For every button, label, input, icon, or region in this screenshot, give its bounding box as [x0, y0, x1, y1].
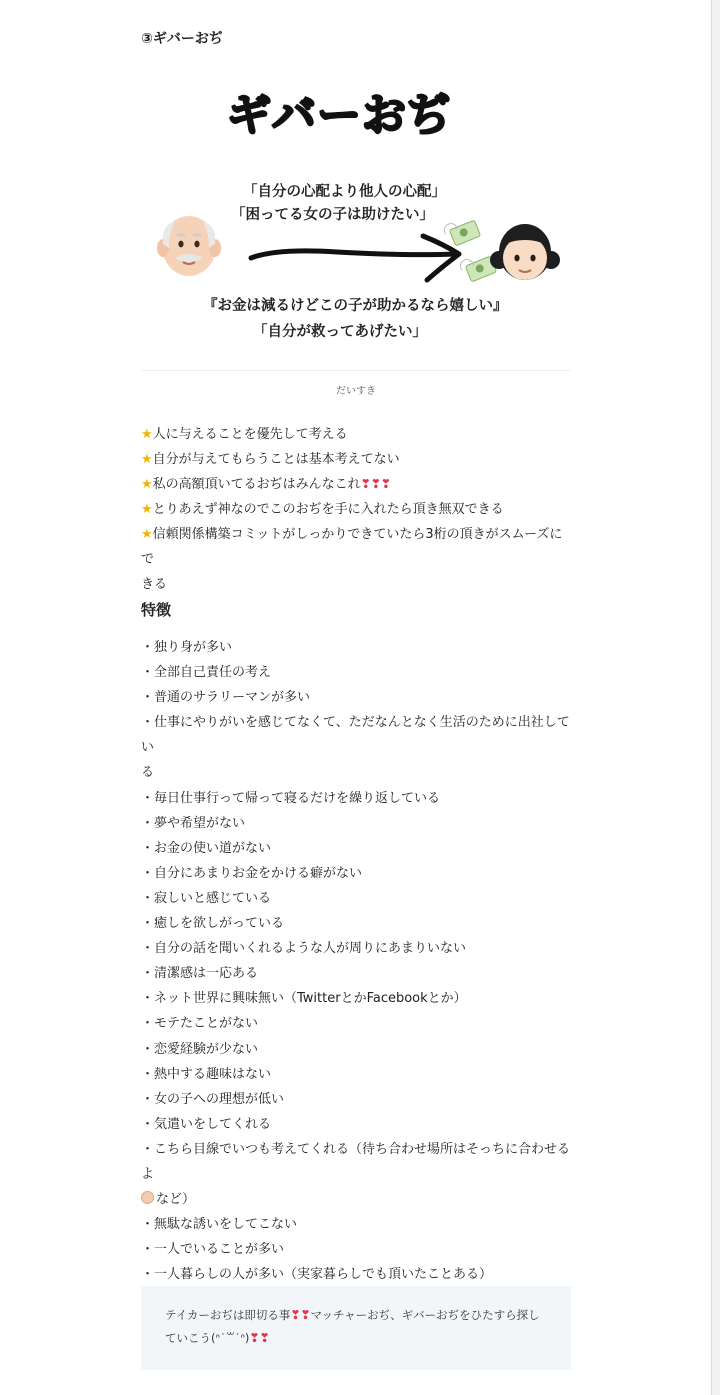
list-item: ★とりあえず神なのでこのおぢを手に入れたら頂き無双できる	[141, 502, 504, 517]
list-item: ・寂しいと感じている	[141, 890, 272, 906]
list-item-continuation: る	[141, 765, 155, 781]
heart-exclamation-icon: ❣❣	[249, 1331, 270, 1345]
list-item: ・一人でいることが多い	[141, 1242, 285, 1258]
note-line-1: テイカーおぢは即切る事❣❣マッチャーおぢ、ギバーおぢをひたすら探し	[165, 1308, 540, 1322]
star-icon: ★	[141, 527, 153, 542]
list-item-continuation: など）	[141, 1187, 571, 1212]
star-icon: ★	[141, 452, 153, 467]
section-title: ③ギバーおぢ	[141, 31, 223, 47]
list-item: ・普通のサラリーマンが多い	[141, 690, 311, 706]
old-man-emoji-icon	[155, 208, 223, 280]
giver-oji-illustration	[141, 70, 571, 360]
girl-emoji-icon	[489, 216, 561, 286]
heart-exclamation-icon: ❣❣❣	[360, 477, 391, 491]
list-item: ・ネット世界に興味無い（TwitterとかFacebookとか）	[141, 991, 467, 1007]
list-item: ・清潔感は一応ある	[141, 966, 259, 982]
features-list	[141, 635, 571, 1313]
features-heading: 特徴	[141, 601, 172, 619]
list-item: ・女の子への理想が低い	[141, 1091, 285, 1107]
figure-quote-bottom-2: 「自分が救ってあげたい」	[253, 324, 427, 340]
arrow-right-icon	[247, 230, 467, 286]
figure-quote-bottom-1: 『お金は減るけどこの子が助かるなら嬉しい』	[203, 298, 508, 314]
star-icon: ★	[141, 477, 153, 492]
list-item: ・恋愛経験が少ない	[141, 1041, 259, 1057]
star-icon: ★	[141, 502, 153, 517]
list-item: ・癒しを欲しがっている	[141, 916, 285, 932]
list-item: ・お金の使い道がない	[141, 840, 272, 856]
star-icon: ★	[141, 427, 153, 442]
list-item: ・独り身が多い	[141, 640, 233, 655]
list-item: ・気遣いをしてくれる	[141, 1116, 272, 1132]
list-item: ★自分が与えてもらうことは基本考えてない	[141, 452, 400, 467]
scrollbar-track[interactable]	[711, 0, 720, 1395]
list-item: ★私の高額頂いてるおぢはみんなこれ❣❣❣	[141, 477, 391, 492]
heart-exclamation-icon: ❣❣	[290, 1308, 311, 1322]
list-item-continuation: きる	[141, 577, 168, 592]
figure-title: ギバーおぢ	[227, 90, 452, 141]
list-item: ・全部自己責任の考え	[141, 665, 272, 681]
money-with-wings-icon	[449, 219, 482, 246]
list-item: ・熱中する趣味はない	[141, 1066, 272, 1082]
list-item: ・一人暮らしの人が多い（実家暮らしでも頂いたことある）	[141, 1267, 493, 1283]
list-item: ・毎日仕事行って帰って寝るだけを繰り返している	[141, 790, 441, 806]
list-item: ・自分にあまりお金をかける癖がない	[141, 865, 363, 881]
list-item: ・モテたことがない	[141, 1016, 259, 1032]
figure-quote-top-2: 「困ってる女の子は助けたい」	[231, 207, 434, 223]
list-item: ・仕事にやりがいを感じてなくて、ただなんとなく生活のために出社してい	[141, 715, 570, 756]
list-item: ★信頼関係構築コミットがしっかりできていたら3桁の頂きがスムーズにで	[141, 527, 563, 567]
list-item: ・こちら目線でいつも考えてくれる（待ち合わせ場所はそっちに合わせるよ	[141, 1141, 571, 1182]
image-divider	[141, 370, 571, 371]
image-caption: だいすき	[336, 386, 376, 397]
list-item: ★人に与えることを優先して考える	[141, 427, 348, 442]
list-item: ・自分の話を聞いくれるような人が周りにあまりいない	[141, 941, 467, 957]
note-line-2: ていこう(ᐢ˙꒳˙ᐢ)❣❣	[165, 1331, 270, 1345]
figure-quote-top-1: 「自分の心配より他人の心配」	[243, 184, 446, 200]
note-box	[141, 1286, 571, 1370]
list-item: ・無駄な誘いをしてこない	[141, 1217, 298, 1233]
list-item: ・夢や希望がない	[141, 815, 246, 831]
star-point-list	[141, 422, 571, 597]
face-emoji-icon	[141, 1191, 154, 1204]
